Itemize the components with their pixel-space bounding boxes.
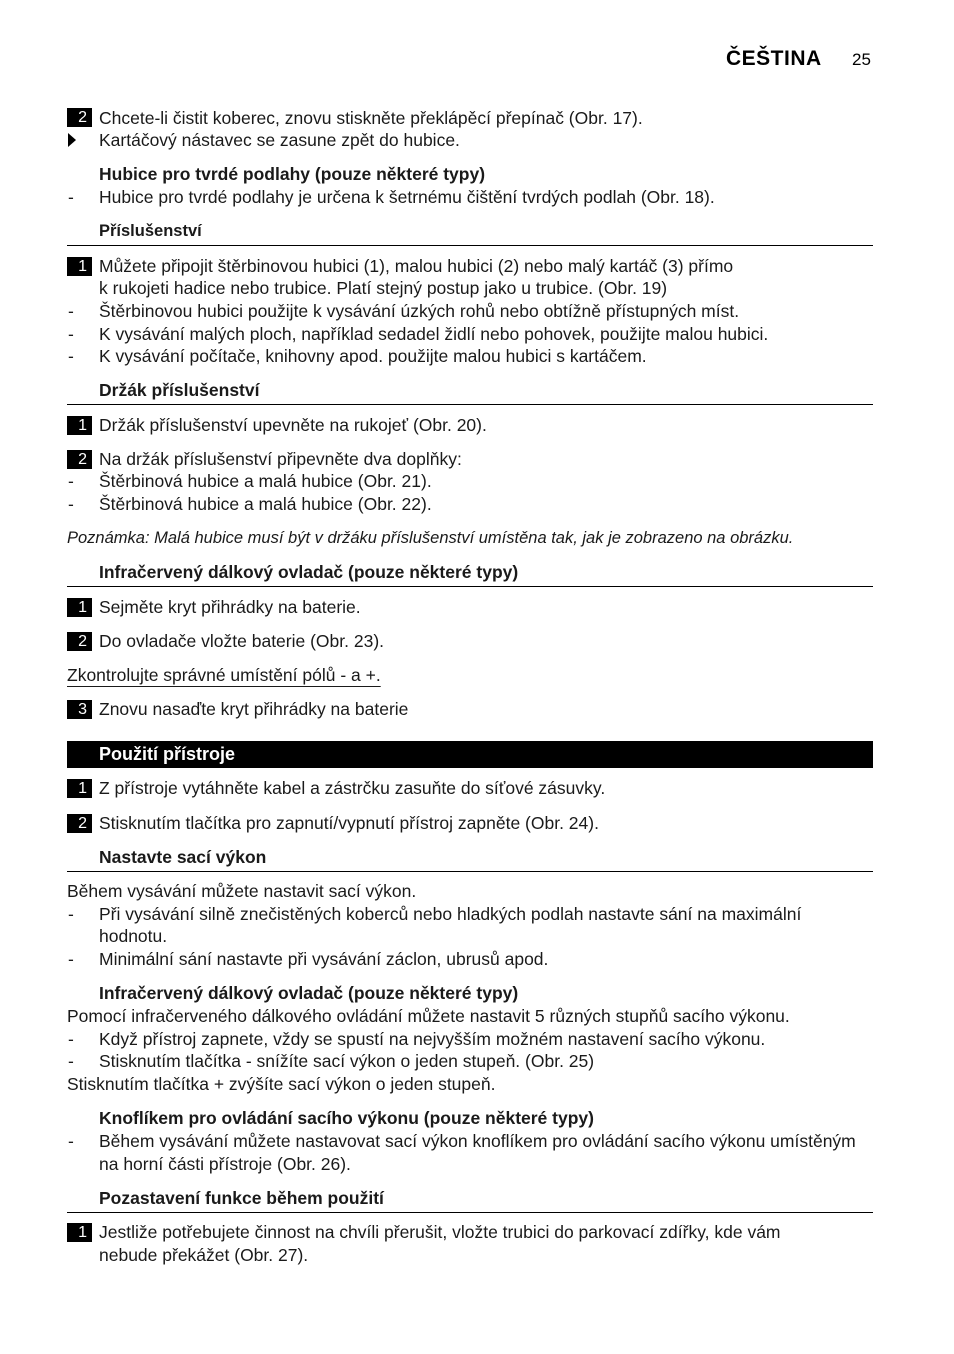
- step-text: Chcete-li čistit koberec, znovu stiskněte překlápěcí přepínač (Obr. 17).: [99, 108, 643, 128]
- step-text: Jestliže potřebujete činnost na chvíli přerušit, vložte trubici do parkovací zdířky, kde vám: [99, 1222, 781, 1242]
- section-divider: [67, 1212, 873, 1213]
- bullet-dash: -: [68, 1051, 74, 1071]
- result-text: Kartáčový nástavec se zasune zpět do hubice.: [99, 130, 460, 150]
- list-item: Štěrbinová hubice a malá hubice (Obr. 21).: [99, 471, 432, 491]
- step-number: 1: [67, 257, 92, 276]
- step-number: 2: [67, 632, 92, 651]
- step-number: 2: [67, 814, 92, 833]
- list-item: K vysávání malých ploch, například sedadel židlí nebo pohovek, použijte malou hubici.: [99, 324, 769, 344]
- step-number: 1: [67, 1223, 92, 1242]
- section-title-accessories: Příslušenství: [99, 222, 202, 240]
- list-item: Minimální sání nastavte při vysávání záclon, ubrusů apod.: [99, 949, 549, 969]
- bullet-dash: -: [68, 471, 74, 491]
- step-text: Držák příslušenství upevněte na rukojeť (Obr. 20).: [99, 415, 487, 435]
- bullet-dash: -: [68, 494, 74, 514]
- paragraph: Během vysávání můžete nastavit sací výkon.: [67, 881, 417, 901]
- step-text: Do ovladače vložte baterie (Obr. 23).: [99, 631, 385, 651]
- list-item: Stisknutím tlačítka - snížíte sací výkon o jeden stupeň. (Obr. 25): [99, 1051, 595, 1071]
- section-title-remote: Infračervený dálkový ovladač (pouze některé typy): [99, 562, 519, 582]
- step-text: Sejměte kryt přihrádky na baterie.: [99, 597, 361, 617]
- list-item: Štěrbinová hubice a malá hubice (Obr. 22).: [99, 494, 432, 514]
- paragraph: Stisknutím tlačítka + zvýšíte sací výkon o jeden stupeň.: [67, 1074, 496, 1094]
- bullet-dash: -: [68, 1029, 74, 1049]
- list-item: Když přístroj zapnete, vždy se spustí na nejvyšším možném nastavení sacího výkonu.: [99, 1029, 766, 1049]
- paragraph: Pomocí infračerveného dálkového ovládání můžete nastavit 5 různých stupňů sacího výkonu.: [67, 1006, 790, 1026]
- section-divider: [67, 245, 873, 246]
- list-item-continued: hodnotu.: [99, 926, 168, 946]
- step-text: Z přístroje vytáhněte kabel a zástrčku zasuňte do síťové zásuvky.: [99, 778, 606, 798]
- result-arrow-icon: [68, 133, 76, 147]
- bullet-dash: -: [68, 904, 74, 924]
- section-title-suction: Nastavte sací výkon: [99, 847, 267, 867]
- bullet-dash: -: [68, 949, 74, 969]
- bullet-dash: -: [68, 187, 74, 207]
- list-item: Během vysávání můžete nastavovat sací výkon knoflíkem pro ovládání sacího výkonu umístěným: [99, 1131, 856, 1151]
- section-title-hard-floor: Hubice pro tvrdé podlahy (pouze některé typy): [99, 164, 486, 184]
- bullet-dash: -: [68, 301, 74, 321]
- list-item: K vysávání počítače, knihovny apod. použijte malou hubici s kartáčem.: [99, 346, 647, 366]
- step-number: 1: [67, 779, 92, 798]
- bullet-dash: -: [68, 324, 74, 344]
- step-text: Stisknutím tlačítka pro zapnutí/vypnutí přístroj zapněte (Obr. 24).: [99, 813, 599, 833]
- step-text: Na držák příslušenství připevněte dva doplňky:: [99, 449, 462, 469]
- section-bar-usage: [67, 741, 873, 768]
- list-item: Štěrbinovou hubici použijte k vysávání úzkých rohů nebo obtížně přístupných míst.: [99, 301, 740, 321]
- section-title-pause: Pozastavení funkce během použití: [99, 1188, 384, 1208]
- list-item-continued: na horní části přístroje (Obr. 26).: [99, 1154, 351, 1174]
- section-title-holder: Držák příslušenství: [99, 380, 260, 400]
- note-text: Poznámka: Malá hubice musí být v držáku příslušenství umístěna tak, jak je zobrazeno na obrázku.: [67, 529, 794, 547]
- list-item: Při vysávání silně znečistěných koberců nebo hladkých podlah nastavte sání na maximální: [99, 904, 802, 924]
- section-title-usage: Použití přístroje: [99, 744, 236, 764]
- section-title-knob: Knoflíkem pro ovládání sacího výkonu (pouze některé typy): [99, 1108, 594, 1128]
- step-number: 2: [67, 450, 92, 469]
- section-divider: [67, 404, 873, 405]
- language-heading: ČEŠTINA: [726, 47, 822, 70]
- page-number: 25: [852, 50, 871, 69]
- step-text-continued: k rukojeti hadice nebo trubice. Platí stejný postup jako u trubice. (Obr. 19): [99, 278, 668, 298]
- check-text: Zkontrolujte správné umístění pólů - a +.: [67, 665, 381, 685]
- step-text: Znovu nasaďte kryt přihrádky na baterie: [99, 699, 409, 719]
- step-number: 2: [67, 108, 92, 127]
- section-title-remote-suction: Infračervený dálkový ovladač (pouze některé typy): [99, 983, 519, 1003]
- section-divider: [67, 586, 873, 587]
- step-number: 1: [67, 416, 92, 435]
- bullet-dash: -: [68, 346, 74, 366]
- step-text: Můžete připojit štěrbinovou hubici (1), malou hubici (2) nebo malý kartáč (3) přímo: [99, 256, 734, 276]
- bullet-dash: -: [68, 1131, 74, 1151]
- list-item: Hubice pro tvrdé podlahy je určena k šetrnému čištění tvrdých podlah (Obr. 18).: [99, 187, 715, 207]
- step-number: 1: [67, 598, 92, 617]
- step-number: 3: [67, 700, 92, 719]
- section-divider: [67, 871, 873, 872]
- step-text-continued: nebude překážet (Obr. 27).: [99, 1245, 309, 1265]
